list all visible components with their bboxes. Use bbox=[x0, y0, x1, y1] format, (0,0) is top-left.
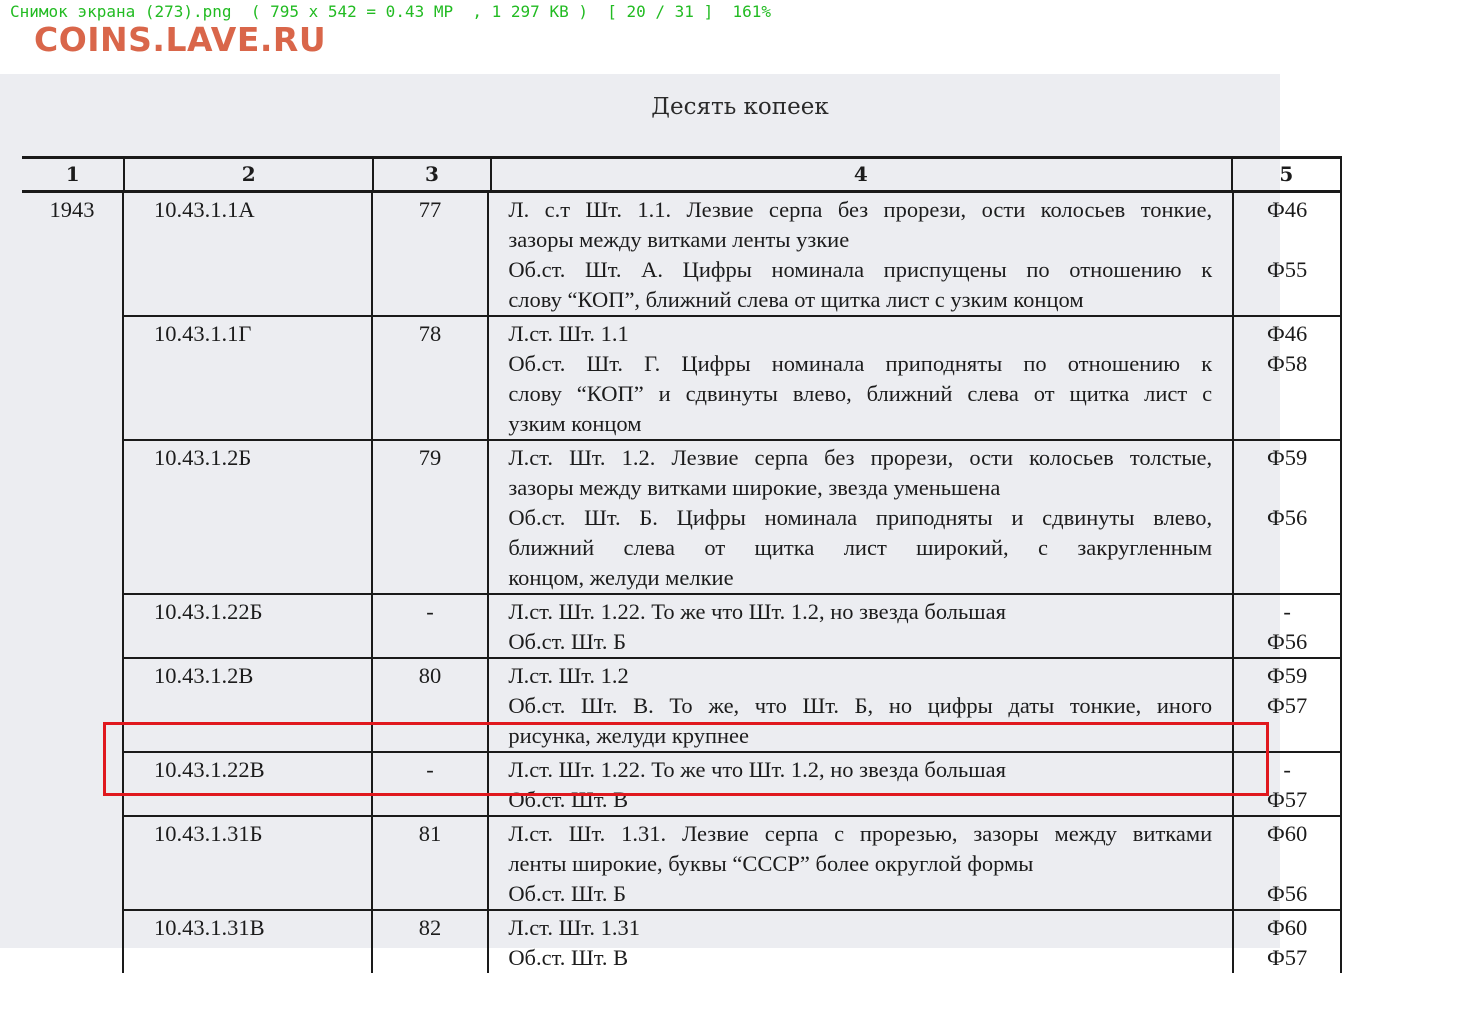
reference-cell bbox=[1234, 815, 1342, 909]
year-cell bbox=[22, 751, 124, 815]
reference-cell bbox=[1234, 909, 1342, 973]
reference-value: Ф56 bbox=[1266, 505, 1308, 530]
reference-value: Ф59 bbox=[1266, 445, 1308, 470]
reference-value: Ф58 bbox=[1266, 351, 1308, 376]
catalog-code-cell: 10.43.1.2Б bbox=[124, 439, 373, 593]
reference-value bbox=[1234, 285, 1340, 315]
reference-value bbox=[1234, 379, 1340, 409]
reference-value bbox=[1234, 563, 1340, 593]
description-line: Об.ст. Шт. А. Цифры номинала приспущены по отношению к bbox=[508, 257, 1213, 282]
description-line: Об.ст. Шт. В bbox=[508, 945, 629, 970]
document-title: Десять копеек bbox=[651, 94, 829, 120]
reference-value: Ф57 bbox=[1266, 945, 1308, 970]
reference-value: Ф56 bbox=[1266, 629, 1308, 654]
reference-value bbox=[1234, 225, 1340, 255]
description-line: Л.ст. Шт. 1.22. То же что Шт. 1.2, но звезда большая bbox=[508, 599, 1006, 624]
description-cell bbox=[489, 593, 1234, 657]
table-body bbox=[22, 193, 1342, 973]
description-line: Л.ст. Шт. 1.2. Лезвие серпа без прорези, ости колосьев толстые, bbox=[508, 445, 1213, 470]
reference-value: Ф55 bbox=[1266, 257, 1308, 282]
description-line: Л.ст. Шт. 1.2 bbox=[508, 663, 629, 688]
reference-cell bbox=[1234, 593, 1342, 657]
description-line: концом, желуди мелкие bbox=[508, 565, 734, 590]
catalog-code-cell: 10.43.1.1А bbox=[124, 193, 373, 315]
table-row bbox=[22, 315, 1342, 439]
year-cell bbox=[22, 315, 124, 439]
reference-value: Ф46 bbox=[1266, 321, 1308, 346]
description-cell bbox=[489, 751, 1234, 815]
number-cell: 80 bbox=[373, 657, 490, 751]
site-watermark: COINS.LAVE.RU bbox=[34, 20, 327, 59]
description-line: Об.ст. Шт. Г. Цифры номинала приподняты по отношению к bbox=[508, 351, 1213, 376]
description-line: Л.ст. Шт. 1.31. Лезвие серпа с прорезью, зазоры между витками bbox=[508, 821, 1213, 846]
description-line: узким концом bbox=[508, 411, 642, 436]
number-cell: 77 bbox=[373, 193, 490, 315]
reference-value: Ф46 bbox=[1266, 197, 1308, 222]
catalog-table bbox=[22, 156, 1342, 973]
reference-value bbox=[1234, 721, 1340, 751]
catalog-code-cell: 10.43.1.31В bbox=[124, 909, 373, 973]
year-cell bbox=[22, 815, 124, 909]
table-row bbox=[22, 815, 1342, 909]
description-cell bbox=[489, 909, 1234, 973]
description-line: Об.ст. Шт. Б bbox=[508, 881, 627, 906]
year-cell bbox=[22, 593, 124, 657]
reference-cell bbox=[1234, 193, 1342, 315]
description-cell bbox=[489, 439, 1234, 593]
description-cell bbox=[489, 315, 1234, 439]
year-cell: 1943 bbox=[22, 193, 124, 315]
catalog-code-cell: 10.43.1.31Б bbox=[124, 815, 373, 909]
number-cell: 82 bbox=[373, 909, 490, 973]
table-header-row bbox=[22, 159, 1342, 193]
description-line: Об.ст. Шт. В bbox=[508, 787, 629, 812]
year-cell bbox=[22, 439, 124, 593]
table-row bbox=[22, 593, 1342, 657]
reference-value: Ф60 bbox=[1266, 915, 1308, 940]
column-header-4: 4 bbox=[492, 159, 1233, 190]
reference-cell bbox=[1234, 657, 1342, 751]
table-row bbox=[22, 909, 1342, 973]
number-cell: 78 bbox=[373, 315, 490, 439]
description-line: зазоры между витками ленты узкие bbox=[508, 227, 850, 252]
reference-cell bbox=[1234, 439, 1342, 593]
year-cell bbox=[22, 657, 124, 751]
image-viewer-status-line: Снимок экрана (273).png ( 795 x 542 = 0.43 MP , 1 297 KB ) [ 20 / 31 ] 161% bbox=[10, 2, 771, 21]
number-cell: - bbox=[373, 593, 490, 657]
table-row bbox=[22, 657, 1342, 751]
description-line: ближний слева от щитка лист широкий, с закругленным bbox=[508, 535, 1213, 560]
table-row bbox=[22, 439, 1342, 593]
table-row bbox=[22, 751, 1342, 815]
scanned-document-page bbox=[0, 74, 1308, 970]
description-line: Л.ст. Шт. 1.1 bbox=[508, 321, 629, 346]
year-cell bbox=[22, 909, 124, 973]
description-line: зазоры между витками широкие, звезда уменьшена bbox=[508, 475, 1001, 500]
reference-value: Ф57 bbox=[1266, 787, 1308, 812]
catalog-code-cell: 10.43.1.22В bbox=[124, 751, 373, 815]
description-line: слову “КОП” и сдвинуты влево, ближний слева от щитка лист с bbox=[508, 381, 1213, 406]
description-line: Об.ст. Шт. В. То же, что Шт. Б, но цифры даты тонкие, иного bbox=[508, 693, 1213, 718]
number-cell: 81 bbox=[373, 815, 490, 909]
reference-value: Ф56 bbox=[1266, 881, 1308, 906]
reference-cell bbox=[1234, 315, 1342, 439]
column-header-3: 3 bbox=[374, 159, 492, 190]
reference-value bbox=[1234, 849, 1340, 879]
description-line: Об.ст. Шт. Б. Цифры номинала приподняты и сдвинуты влево, bbox=[508, 505, 1213, 530]
catalog-code-cell: 10.43.1.1Г bbox=[124, 315, 373, 439]
column-header-2: 2 bbox=[125, 159, 374, 190]
reference-value: - bbox=[1283, 757, 1291, 782]
reference-value bbox=[1234, 533, 1340, 563]
description-line: Об.ст. Шт. Б bbox=[508, 629, 627, 654]
description-cell bbox=[489, 193, 1234, 315]
reference-value: Ф59 bbox=[1266, 663, 1308, 688]
number-cell: 79 bbox=[373, 439, 490, 593]
reference-value bbox=[1234, 409, 1340, 439]
description-line: Л.ст. Шт. 1.31 bbox=[508, 915, 641, 940]
column-header-1: 1 bbox=[22, 159, 125, 190]
catalog-code-cell: 10.43.1.22Б bbox=[124, 593, 373, 657]
description-cell bbox=[489, 815, 1234, 909]
reference-value: Ф57 bbox=[1266, 693, 1308, 718]
reference-value: - bbox=[1283, 599, 1291, 624]
reference-value bbox=[1234, 473, 1340, 503]
number-cell: - bbox=[373, 751, 490, 815]
column-header-5: 5 bbox=[1233, 159, 1342, 190]
catalog-code-cell: 10.43.1.2В bbox=[124, 657, 373, 751]
description-cell bbox=[489, 657, 1234, 751]
description-line: Л.ст. Шт. 1.22. То же что Шт. 1.2, но звезда большая bbox=[508, 757, 1006, 782]
description-line: рисунка, желуди крупнее bbox=[508, 723, 750, 748]
table-row bbox=[22, 193, 1342, 315]
description-line: ленты широкие, буквы “СССР” более округлой формы bbox=[508, 851, 1034, 876]
reference-cell bbox=[1234, 751, 1342, 815]
description-line: Л. с.т Шт. 1.1. Лезвие серпа без прорези, ости колосьев тонкие, bbox=[508, 197, 1213, 222]
description-line: слову “КОП”, ближний слева от щитка лист с узким концом bbox=[508, 287, 1084, 312]
reference-value: Ф60 bbox=[1266, 821, 1308, 846]
